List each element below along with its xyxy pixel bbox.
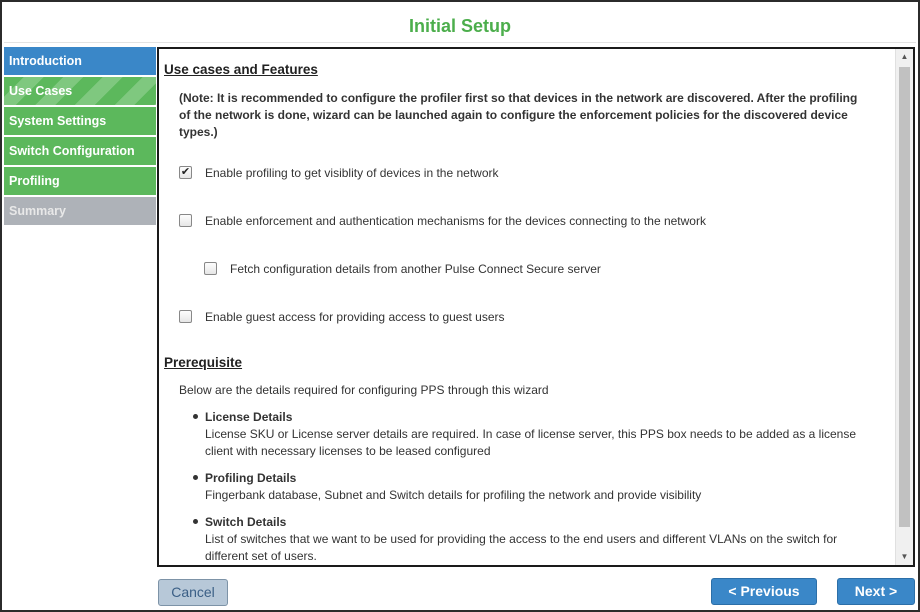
sidebar-item-system-settings[interactable]: System Settings (4, 107, 156, 135)
scrollbar-thumb[interactable] (899, 67, 910, 527)
enforcement-checkbox[interactable] (179, 214, 192, 227)
scroll-up-arrow-icon[interactable]: ▲ (900, 52, 909, 61)
list-item (205, 470, 865, 504)
profiling-checkbox[interactable]: ✔ (180, 166, 191, 178)
bullet-icon (193, 475, 198, 480)
guest-access-checkbox[interactable] (179, 310, 192, 323)
page-title: Initial Setup (408, 16, 511, 36)
sidebar-item-switch-configuration[interactable]: Switch Configuration (4, 137, 156, 165)
prereq-description: List of switches that we want to be used for providing the access to the end users and different VLANs on the switch for different set of users. (205, 532, 838, 563)
option-label: Enable guest access for providing access to guest users (205, 310, 505, 324)
bullet-icon (193, 414, 198, 419)
list-item (205, 409, 865, 460)
prereq-title: License Details (205, 410, 293, 424)
content-panel (157, 47, 915, 567)
use-cases-heading: Use cases and Features (164, 62, 318, 77)
prereq-title: Profiling Details (205, 471, 297, 485)
profiler-note: (Note: It is recommended to configure the profiler first so that devices in the network are discovered. After the profiling of the network is done, wizard can be launched again to configure the enforcement policies for the discovered device types.) (179, 91, 858, 139)
previous-button[interactable]: < Previous (711, 578, 817, 605)
next-button[interactable]: Next > (837, 578, 915, 605)
vertical-scrollbar[interactable] (895, 49, 913, 565)
prereq-description: Fingerbank database, Subnet and Switch details for profiling the network and provide visibility (205, 488, 702, 502)
sidebar-item-use-cases[interactable]: Use Cases (4, 77, 156, 105)
prereq-title: Switch Details (205, 515, 287, 529)
option-label: Fetch configuration details from another Pulse Connect Secure server (230, 262, 601, 276)
cancel-button[interactable]: Cancel (158, 579, 228, 606)
prerequisite-heading: Prerequisite (164, 355, 243, 370)
prerequisite-intro: Below are the details required for configuring PPS through this wizard (179, 383, 549, 397)
prerequisite-list (205, 409, 865, 565)
option-label: Enable profiling to get visiblity of devices in the network (205, 166, 499, 180)
wizard-steps-sidebar (4, 47, 156, 227)
list-item (205, 514, 865, 565)
prereq-description: License SKU or License server details are required. In case of license server, this PPS box needs to be added as a license client with necessary licenses to be leased configured (205, 427, 857, 458)
fetch-config-checkbox[interactable] (204, 262, 217, 275)
scroll-down-arrow-icon[interactable]: ▼ (900, 552, 909, 561)
bullet-icon (193, 519, 198, 524)
option-label: Enable enforcement and authentication mechanisms for the devices connecting to the network (205, 214, 706, 228)
sidebar-item-profiling[interactable]: Profiling (4, 167, 156, 195)
title-divider (4, 42, 916, 43)
sidebar-item-introduction[interactable]: Introduction (4, 47, 156, 75)
sidebar-item-summary: Summary (4, 197, 156, 225)
content-scroll-area (159, 49, 895, 565)
